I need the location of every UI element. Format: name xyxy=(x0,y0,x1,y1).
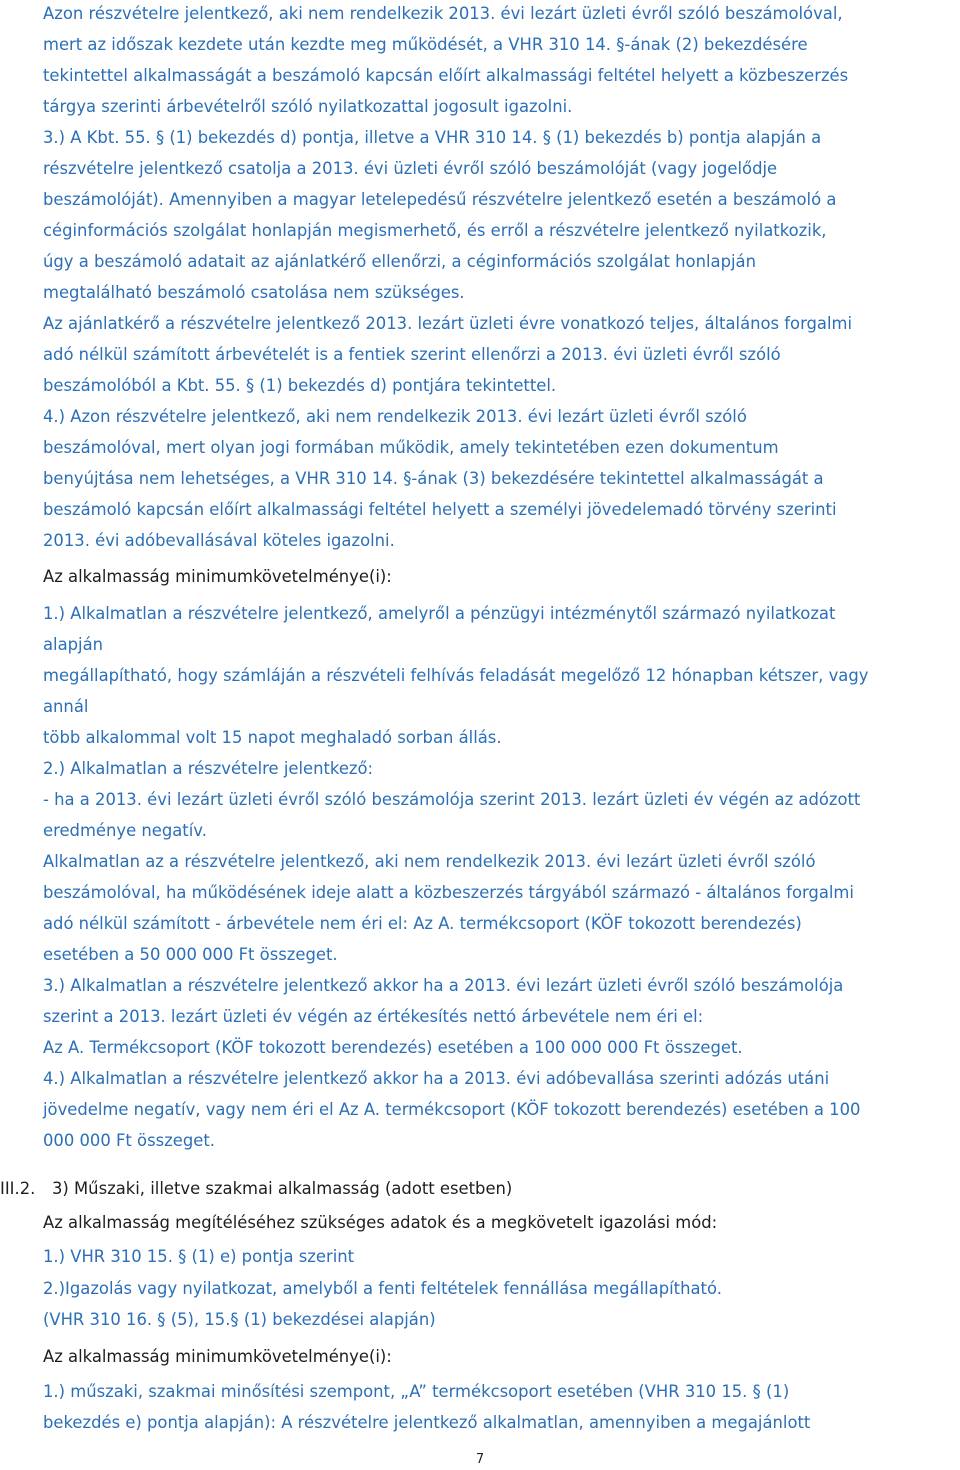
text-line: részvételre jelentkező csatolja a 2013. évi üzleti évről szóló beszámolóját (vagy jogelődje xyxy=(43,159,778,178)
section-heading-number: III.2. xyxy=(0,1179,36,1198)
text-line: Az alkalmasság minimumkövetelménye(i): xyxy=(43,1347,392,1366)
text-line: beszámolóját). Amennyiben a magyar letelepedésű részvételre jelentkező esetén a beszámoló a xyxy=(43,190,837,209)
text-line: 1.) Alkalmatlan a részvételre jelentkező, amelyről a pénzügyi intézménytől származó nyilatkozat xyxy=(43,604,836,623)
text-line: 2.) Alkalmatlan a részvételre jelentkező: xyxy=(43,759,374,778)
text-line: 2.)Igazolás vagy nyilatkozat, amelyből a fenti feltételek fennállása megállapítható. xyxy=(43,1279,722,1298)
text-line: beszámolóból a Kbt. 55. § (1) bekezdés d) pontjára tekintettel. xyxy=(43,376,557,395)
text-line: eredménye negatív. xyxy=(43,821,207,840)
text-line: beszámolóval, ha működésének ideje alatt a közbeszerzés tárgyából származó - általános forgalmi xyxy=(43,883,854,902)
text-line: benyújtása nem lehetséges, a VHR 310 14. §-ának (3) bekezdésére tekintettel alkalmasságát a xyxy=(43,469,824,488)
text-line: adó nélkül számított árbevételét is a fentiek szerint ellenőrzi a 2013. évi üzleti évről szóló xyxy=(43,345,781,364)
text-line: tekintettel alkalmasságát a beszámoló kapcsán előírt alkalmassági feltétel helyett a közbeszerzés xyxy=(43,66,849,85)
text-line: beszámolóval, mert olyan jogi formában működik, amely tekintetében ezen dokumentum xyxy=(43,438,779,457)
text-line: bekezdés e) pontja alapján): A részvételre jelentkező alkalmatlan, amennyiben a megajánlott xyxy=(43,1413,811,1432)
text-line: több alkalommal volt 15 napot meghaladó sorban állás. xyxy=(43,728,502,747)
text-line: 2013. évi adóbevallásával köteles igazolni. xyxy=(43,531,395,550)
text-line: céginformációs szolgálat honlapján megismerhető, és erről a részvételre jelentkező nyilatkozik, xyxy=(43,221,827,240)
page-number: 7 xyxy=(475,1452,485,1467)
text-line: Az ajánlatkérő a részvételre jelentkező 2013. lezárt üzleti évre vonatkozó teljes, általános forgalmi xyxy=(43,314,853,333)
text-line: alapján xyxy=(43,635,104,654)
text-line: adó nélkül számított - árbevétele nem éri el: Az A. termékcsoport (KÖF tokozott berendezés) xyxy=(43,914,802,933)
section-heading-title: 3) Műszaki, illetve szakmai alkalmasság (adott esetben) xyxy=(52,1179,513,1198)
text-line: Az alkalmasság megítéléséhez szükséges adatok és a megkövetelt igazolási mód: xyxy=(43,1213,718,1232)
text-line: esetében a 50 000 000 Ft összeget. xyxy=(43,945,338,964)
text-line: 000 000 Ft összeget. xyxy=(43,1131,215,1150)
text-line: - ha a 2013. évi lezárt üzleti évről szóló beszámolója szerint 2013. lezárt üzleti év végén az adózott xyxy=(43,790,861,809)
text-line: Alkalmatlan az a részvételre jelentkező, aki nem rendelkezik 2013. évi lezárt üzleti évről szóló xyxy=(43,852,816,871)
text-line: annál xyxy=(43,697,89,716)
text-line: úgy a beszámoló adatait az ajánlatkérő ellenőrzi, a céginformációs szolgálat honlapján xyxy=(43,252,756,271)
text-line: 4.) Alkalmatlan a részvételre jelentkező akkor ha a 2013. évi adóbevallása szerinti adózás utáni xyxy=(43,1069,830,1088)
text-line: 3.) Alkalmatlan a részvételre jelentkező akkor ha a 2013. évi lezárt üzleti évről szóló beszámolója xyxy=(43,976,844,995)
text-line: megállapítható, hogy számláján a részvételi felhívás feladását megelőző 12 hónapban kétszer, vagy xyxy=(43,666,869,685)
text-line: Az alkalmasság minimumkövetelménye(i): xyxy=(43,567,392,586)
text-line: 1.) VHR 310 15. § (1) e) pontja szerint xyxy=(43,1247,355,1266)
text-line: 1.) műszaki, szakmai minősítési szempont, „A” termékcsoport esetében (VHR 310 15. § (1) xyxy=(43,1382,790,1401)
text-line: mert az időszak kezdete után kezdte meg működését, a VHR 310 14. §-ának (2) bekezdésére xyxy=(43,35,808,54)
text-line: Az A. Termékcsoport (KÖF tokozott berendezés) esetében a 100 000 000 Ft összeget. xyxy=(43,1038,743,1057)
text-line: 3.) A Kbt. 55. § (1) bekezdés d) pontja, illetve a VHR 310 14. § (1) bekezdés b) pontja alapján a xyxy=(43,128,822,147)
text-line: tárgya szerinti árbevételről szóló nyilatkozattal jogosult igazolni. xyxy=(43,97,573,116)
text-line: 4.) Azon részvételre jelentkező, aki nem rendelkezik 2013. évi lezárt üzleti évről szóló xyxy=(43,407,747,426)
text-line: (VHR 310 16. § (5), 15.§ (1) bekezdései alapján) xyxy=(43,1310,436,1329)
text-line: beszámoló kapcsán előírt alkalmassági feltétel helyett a személyi jövedelemadó törvény szerinti xyxy=(43,500,837,519)
text-line: jövedelme negatív, vagy nem éri el Az A. termékcsoport (KÖF tokozott berendezés) esetében a 100 xyxy=(43,1100,861,1119)
text-line: Azon részvételre jelentkező, aki nem rendelkezik 2013. évi lezárt üzleti évről szóló beszámolóval, xyxy=(43,4,843,23)
section-heading xyxy=(0,1178,960,1200)
text-line: szerint a 2013. lezárt üzleti év végén az értékesítés nettó árbevétele nem éri el: xyxy=(43,1007,704,1026)
text-line: megtalálható beszámoló csatolása nem szükséges. xyxy=(43,283,465,302)
